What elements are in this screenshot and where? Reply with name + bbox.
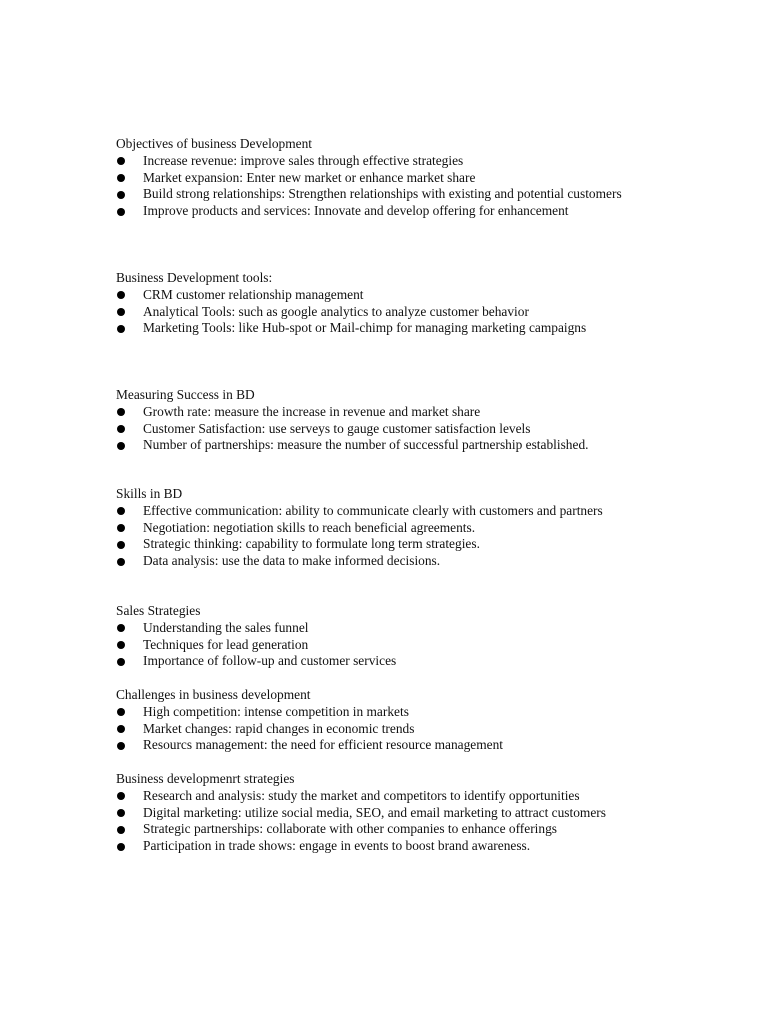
list-item bbox=[116, 737, 651, 754]
bullet-icon bbox=[117, 174, 125, 182]
list-item-text: Negotiation: negotiation skills to reach beneficial agreements. bbox=[143, 519, 476, 535]
bullet-icon bbox=[117, 157, 125, 165]
list-item bbox=[116, 404, 651, 421]
section-heading: Business developmenrt strategies bbox=[116, 771, 295, 786]
section-bd-strategies bbox=[116, 771, 651, 855]
list-item-text: High competition: intense competition in markets bbox=[143, 703, 409, 719]
list-item-text: Effective communication: ability to communicate clearly with customers and partners bbox=[143, 502, 603, 518]
bullet-list bbox=[116, 788, 651, 855]
list-item bbox=[116, 203, 651, 220]
list-item-text: Growth rate: measure the increase in revenue and market share bbox=[143, 403, 481, 419]
bullet-icon bbox=[117, 325, 125, 333]
bullet-icon bbox=[117, 191, 125, 199]
bullet-icon bbox=[117, 658, 125, 666]
list-item bbox=[116, 620, 651, 637]
list-item bbox=[116, 805, 651, 822]
bullet-list bbox=[116, 287, 651, 337]
bullet-icon bbox=[117, 308, 125, 316]
section-objectives bbox=[116, 136, 651, 220]
list-item bbox=[116, 721, 651, 738]
list-item bbox=[116, 838, 651, 855]
bullet-icon bbox=[117, 809, 125, 817]
list-item bbox=[116, 637, 651, 654]
bullet-icon bbox=[117, 507, 125, 515]
list-item-text: Market expansion: Enter new market or enhance market share bbox=[143, 169, 476, 185]
bullet-list bbox=[116, 404, 651, 454]
bullet-icon bbox=[117, 843, 125, 851]
list-item-text: Understanding the sales funnel bbox=[143, 619, 309, 635]
list-item-text: CRM customer relationship management bbox=[143, 286, 364, 302]
bullet-icon bbox=[117, 792, 125, 800]
bullet-icon bbox=[117, 442, 125, 450]
bullet-icon bbox=[117, 624, 125, 632]
bullet-icon bbox=[117, 541, 125, 549]
list-item bbox=[116, 821, 651, 838]
list-item-text: Number of partnerships: measure the number of successful partnership established. bbox=[143, 437, 589, 453]
list-item bbox=[116, 320, 651, 337]
list-item-text: Marketing Tools: like Hub-spot or Mail-chimp for managing marketing campaigns bbox=[143, 320, 587, 336]
list-item bbox=[116, 520, 651, 537]
list-item-text: Customer Satisfaction: use serveys to gauge customer satisfaction levels bbox=[143, 420, 531, 436]
list-item-text: Importance of follow-up and customer services bbox=[143, 653, 397, 669]
bullet-list bbox=[116, 153, 651, 220]
list-item bbox=[116, 553, 651, 570]
bullet-icon bbox=[117, 291, 125, 299]
list-item bbox=[116, 788, 651, 805]
list-item bbox=[116, 153, 651, 170]
list-item-text: Resourcs management: the need for efficient resource management bbox=[143, 737, 504, 753]
list-item bbox=[116, 437, 651, 454]
section-heading: Measuring Success in BD bbox=[116, 387, 255, 402]
list-item-text: Analytical Tools: such as google analytics to analyze customer behavior bbox=[143, 303, 529, 319]
section-heading: Challenges in business development bbox=[116, 687, 311, 702]
list-item bbox=[116, 704, 651, 721]
bullet-icon bbox=[117, 558, 125, 566]
bullet-icon bbox=[117, 826, 125, 834]
bullet-icon bbox=[117, 408, 125, 416]
bullet-icon bbox=[117, 725, 125, 733]
list-item-text: Data analysis: use the data to make informed decisions. bbox=[143, 553, 441, 569]
list-item-text: Increase revenue: improve sales through effective strategies bbox=[143, 152, 464, 168]
bullet-icon bbox=[117, 524, 125, 532]
list-item-text: Strategic partnerships: collaborate with other companies to enhance offerings bbox=[143, 821, 557, 837]
bullet-icon bbox=[117, 208, 125, 216]
section-tools bbox=[116, 270, 651, 337]
list-item bbox=[116, 536, 651, 553]
list-item-text: Market changes: rapid changes in economic trends bbox=[143, 720, 415, 736]
list-item-text: Digital marketing: utilize social media, SEO, and email marketing to attract customers bbox=[143, 804, 606, 820]
list-item-text: Participation in trade shows: engage in events to boost brand awareness. bbox=[143, 838, 531, 854]
list-item-text: Strategic thinking: capability to formulate long term strategies. bbox=[143, 536, 480, 552]
section-heading: Skills in BD bbox=[116, 486, 183, 501]
list-item bbox=[116, 287, 651, 304]
list-item-text: Techniques for lead generation bbox=[143, 636, 309, 652]
list-item bbox=[116, 653, 651, 670]
bullet-icon bbox=[117, 708, 125, 716]
list-item-text: Build strong relationships: Strengthen relationships with existing and potential customers bbox=[143, 186, 622, 202]
bullet-icon bbox=[117, 641, 125, 649]
section-heading: Business Development tools: bbox=[116, 270, 273, 285]
list-item-text: Improve products and services: Innovate and develop offering for enhancement bbox=[143, 203, 569, 219]
list-item bbox=[116, 304, 651, 321]
section-measuring-success bbox=[116, 387, 651, 454]
list-item bbox=[116, 421, 651, 438]
bullet-icon bbox=[117, 742, 125, 750]
section-skills bbox=[116, 486, 651, 570]
list-item bbox=[116, 186, 651, 203]
list-item bbox=[116, 170, 651, 187]
list-item-text: Research and analysis: study the market and competitors to identify opportunities bbox=[143, 787, 580, 803]
section-sales-strategies bbox=[116, 603, 651, 670]
bullet-list bbox=[116, 620, 651, 670]
list-item bbox=[116, 503, 651, 520]
section-heading: Objectives of business Development bbox=[116, 136, 312, 151]
bullet-list bbox=[116, 503, 651, 570]
section-heading: Sales Strategies bbox=[116, 603, 201, 618]
bullet-icon bbox=[117, 425, 125, 433]
section-challenges bbox=[116, 687, 651, 754]
bullet-list bbox=[116, 704, 651, 754]
